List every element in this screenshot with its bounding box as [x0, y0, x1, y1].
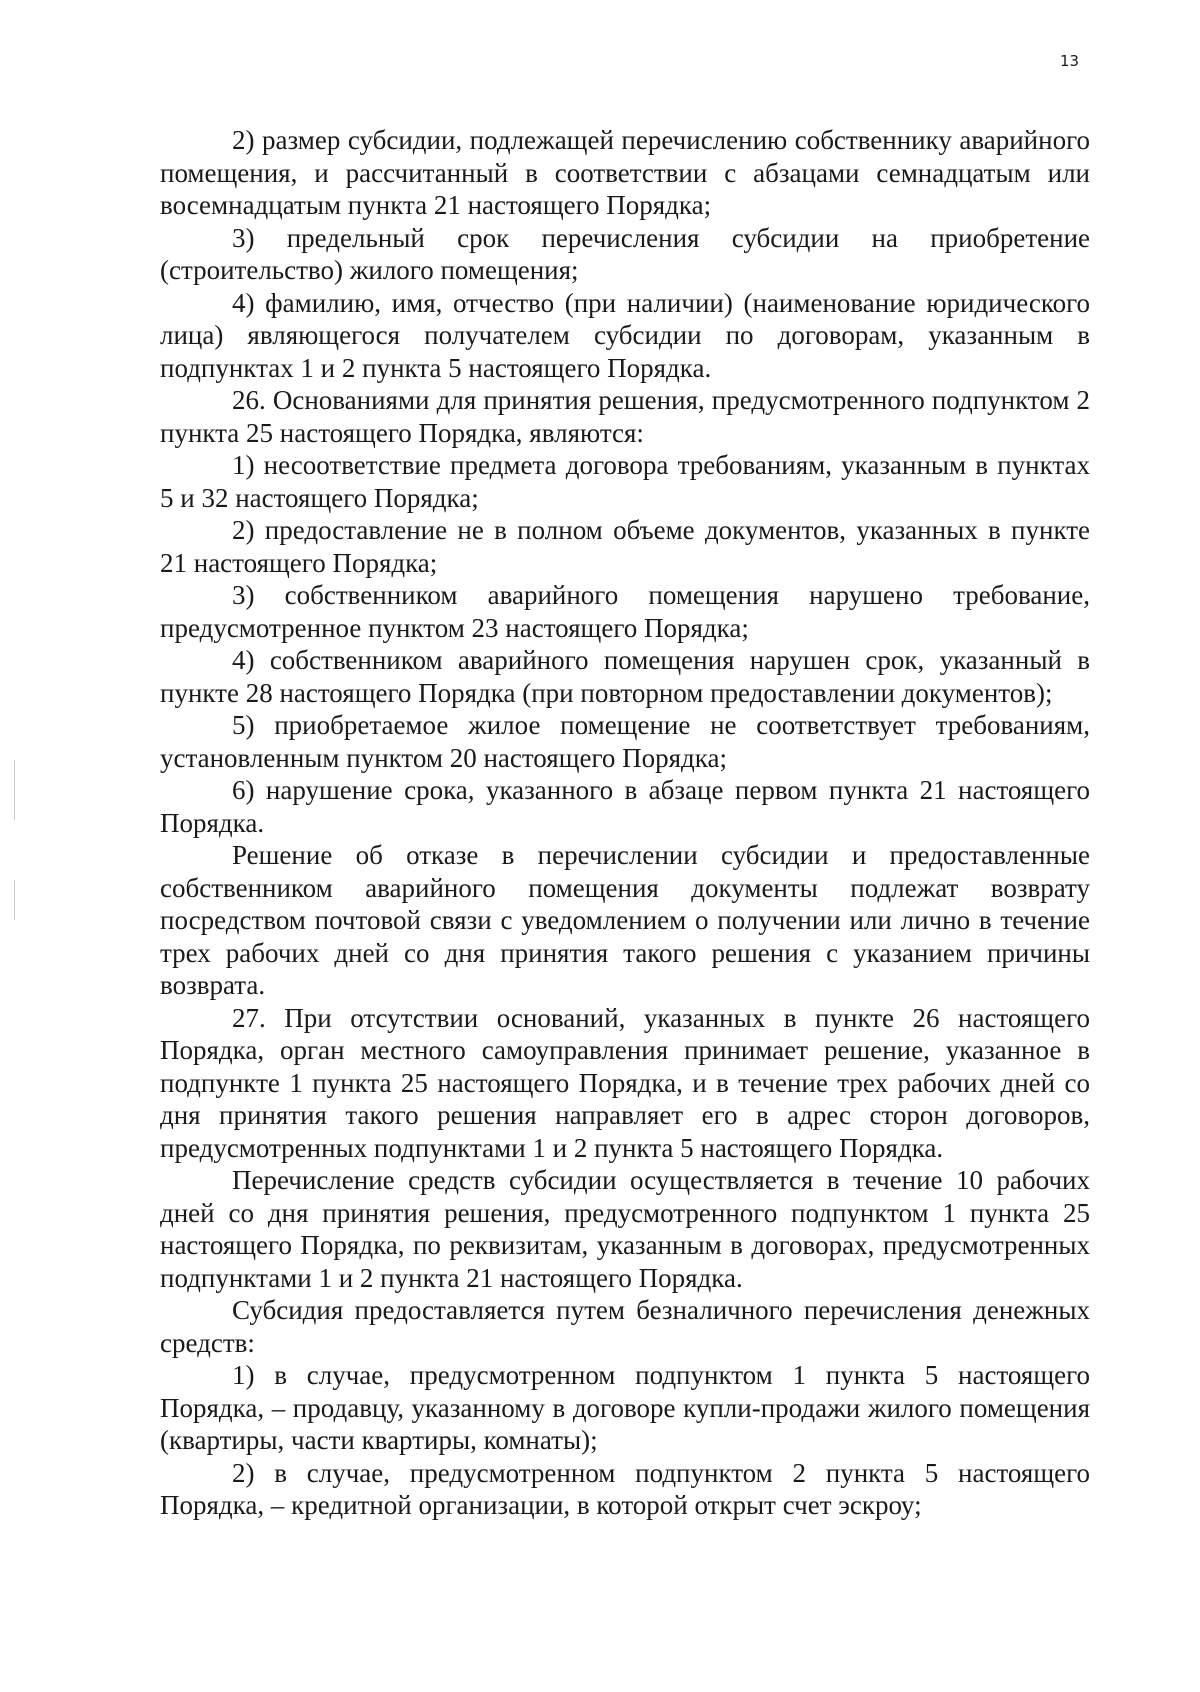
scan-artifact-line [14, 880, 15, 920]
scan-artifact-line [14, 760, 15, 820]
paragraph-refusal-decision: Решение об отказе в перечислении субсидии и предоставленные собственником аварийного помещения документы подлежат возврату посредством почтовой связи с уведомлением о получении или лично в течение трех рабочих дней со дня принятия такого решения с указанием причины возврата. [160, 840, 1090, 1000]
document-body [160, 124, 1090, 1522]
paragraph-clause-26-item-6: 6) нарушение срока, указанного в абзаце первом пункта 21 настоящего Порядка. [160, 775, 1090, 838]
paragraph-clause-27: 27. При отсутствии оснований, указанных в пункте 26 настоящего Порядка, орган местного самоуправления принимает решение, указанное в подпункте 1 пункта 25 настоящего Порядка, и в течение трех рабочих дней со дня принятия такого решения направляет его в адрес сторон договоров, предусмотренных подпунктами 1 и 2 пункта 5 настоящего Порядка. [160, 1002, 1090, 1163]
paragraph-item-4-recipient-name: 4) фамилию, имя, отчество (при наличии) (наименование юридического лица) являющегося получателем субсидии по договорам, указанным в подпунктах 1 и 2 пункта 5 настоящего Порядка. [160, 287, 1090, 383]
paragraph-clause-26-item-1: 1) несоответствие предмета договора требованиям, указанным в пунктах 5 и 32 настоящего Порядка; [160, 450, 1090, 513]
paragraph-clause-26: 26. Основаниями для принятия решения, предусмотренного подпунктом 2 пункта 25 настоящего Порядка, являются: [160, 385, 1090, 448]
paragraph-clause-26-item-3: 3) собственником аварийного помещения нарушено требование, предусмотренное пунктом 23 настоящего Порядка; [160, 580, 1090, 643]
paragraph-clause-26-item-4: 4) собственником аварийного помещения нарушен срок, указанный в пункте 28 настоящего Порядка (при повторном предоставлении документов); [160, 645, 1090, 708]
paragraph-method-item-1: 1) в случае, предусмотренном подпунктом 1 пункта 5 настоящего Порядка, – продавцу, указанному в договоре купли-продажи жилого помещения (квартиры, части квартиры, комнаты); [160, 1360, 1090, 1455]
paragraph-clause-26-item-5: 5) приобретаемое жилое помещение не соответствует требованиям, установленным пунктом 20 настоящего Порядка; [160, 710, 1090, 773]
paragraph-item-2-subsidy-amount: 2) размер субсидии, подлежащей перечислению собственнику аварийного помещения, и рассчитанный в соответствии с абзацами семнадцатым или восемнадцатым пункта 21 настоящего Порядка; [160, 125, 1090, 220]
page-number: 13 [1060, 52, 1080, 70]
paragraph-subsidy-transfer-term: Перечисление средств субсидии осуществляется в течение 10 рабочих дней со дня принятия решения, предусмотренного подпунктом 1 пункта 25 настоящего Порядка, по реквизитам, указанным в договорах, предусмотренных подпунктами 1 и 2 пункта 21 настоящего Порядка. [160, 1165, 1090, 1293]
paragraph-method-item-2: 2) в случае, предусмотренном подпунктом 2 пункта 5 настоящего Порядка, – кредитной организации, в которой открыт счет эскроу; [160, 1457, 1090, 1520]
paragraph-clause-26-item-2: 2) предоставление не в полном объеме документов, указанных в пункте 21 настоящего Порядка; [160, 515, 1090, 578]
paragraph-subsidy-method: Субсидия предоставляется путем безналичного перечисления денежных средств: [160, 1295, 1090, 1358]
paragraph-item-3-transfer-deadline: 3) предельный срок перечисления субсидии на приобретение (строительство) жилого помещения; [160, 222, 1090, 285]
